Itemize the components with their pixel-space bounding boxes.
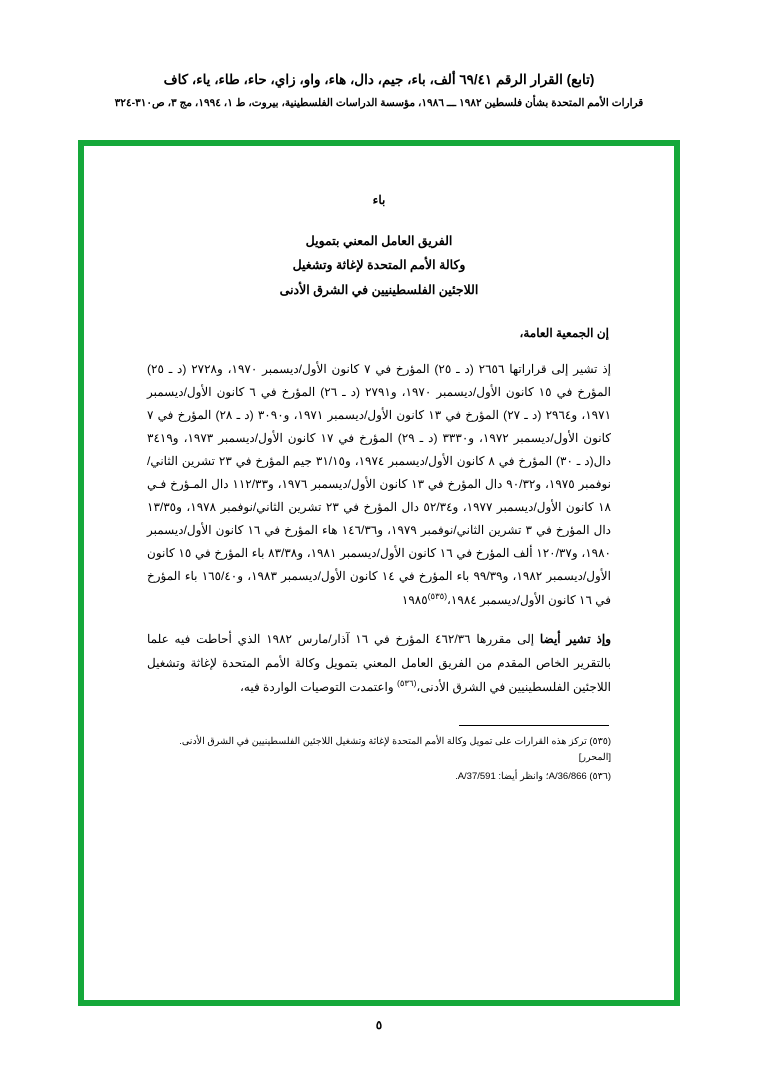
green-border-frame bbox=[78, 140, 680, 1006]
paragraph-2-tail: واعتمدت التوصيات الواردة فيه، bbox=[240, 679, 394, 694]
footnote-535: (٥٣٥) تركز هذه القرارات على تمويل وكالة الأمم المتحدة لإغاثة وتشغيل اللاجئين الفلسطينيين في الشرق الأدنى. [المحرر] bbox=[179, 735, 611, 764]
paragraph-recalling-decision bbox=[147, 628, 611, 698]
paragraph-recalling-resolutions bbox=[147, 358, 611, 612]
document-title-line-1: الفريق العامل المعني بتمويل bbox=[305, 234, 453, 248]
document-title-line-3: اللاجئين الفلسطينيين في الشرق الأدنى bbox=[279, 282, 479, 297]
header-subtitle: قرارات الأمم المتحدة بشأن فلسطين ١٩٨٢ ـــ ١٩٨٦، مؤسسة الدراسات الفلسطينية، بيروت، ط ١، ١٩٩٤، مج ٣، ص٣١٠-٣٢٤ bbox=[114, 97, 644, 110]
paragraph-2-text: إلى مقررها ٤٦٢/٣٦ المؤرخ في ١٦ آذار/مارس ١٩٨٢ الذي أحاطت فيه علما بالتقرير الخاص المقدم من الفريق العامل المعني بتمويل وكالة الأمم المتحدة لإغاثة وتشغيل اللاجئين الفلسطينيين في الشرق الأدنى، bbox=[147, 632, 611, 694]
footnote-ref-535: (٥٣٥) bbox=[427, 591, 448, 602]
footnote-536: (٥٣٦) A/36/866؛ وانظر أيضا: A/37/591. bbox=[455, 770, 611, 782]
header-title: (تابع) القرار الرقم ٦٩/٤١ ألف، باء، جيم، دال، هاء، واو، زاي، حاء، طاء، ياء، كاف bbox=[163, 72, 595, 87]
footnote-divider bbox=[459, 725, 609, 726]
preamble-line: إن الجمعية العامة، bbox=[519, 326, 609, 341]
paragraph-2-lead: وإذ تشير أيضا bbox=[539, 632, 612, 647]
footnotes-block bbox=[147, 734, 611, 786]
paragraph-1-text: إذ تشير إلى قراراتها ٢٦٥٦ (د ـ ٢٥) المؤرخ في ٧ كانون الأول/ديسمبر ١٩٧٠، و٢٧٢٨ (د ـ ٢٥) المؤرخ في ١٥ كانون الأول/ديسمبر ١٩٧٠، و٢٧٩١ (د ـ ٢٦) المؤرخ في ٦ كانون الأول/ديسمبر ١٩٧١، و٢٩٦٤ (د ـ ٢٧) المؤرخ في ١٣ كانون الأول/ديسمبر ١٩٧١، و٣٠٩٠ (د ـ ٢٨) المؤرخ في ٧ كانون الأول/ديسمبر ١٩٧٢، و٣٣٣٠ (د ـ ٢٩) المؤرخ في ١٧ كانون الأول/ديسمبر ١٩٧٣، و٣٤١٩ دال(د ـ ٣٠) المؤرخ في ٨ كانون الأول/ديسمبر ١٩٧٤، و٣١/١٥ جيم المؤرخ في ٢٣ تشرين الثاني/نوفمبر ١٩٧٥، و٩٠/٣٢ دال المؤرخ في ١٣ كانون الأول/ديسمبر ١٩٧٦، و١١٢/٣٣ دال المـؤرخ فـي ١٨ كانون الأول/ديسمبر ١٩٧٧، و٥٢/٣٤ دال المؤرخ في ٢٣ تشرين الثاني/نوفمبر ١٩٧٨، و١٣/٣٥ دال المؤرخ في ٣ تشرين الثاني/نوفمبر ١٩٧٩، و١٤٦/٣٦ هاء المؤرخ في ١٦ كانون الأول/ديسمبر ١٩٨٠، و١٢٠/٣٧ ألف المؤرخ في ١٦ كانون الأول/ديسمبر ١٩٨١، و٨٣/٣٨ باء المؤرخ في ١٥ كانون الأول/ديسمبر ١٩٨٢، و٩٩/٣٩ باء المؤرخ في ١٤ كانون الأول/ديسمبر ١٩٨٣، و١٦٥/٤٠ باء المؤرخ في ١٦ كانون الأول/ديسمبر ١٩٨٤، bbox=[147, 362, 612, 608]
document-title bbox=[147, 229, 611, 302]
page-header bbox=[0, 70, 758, 109]
section-letter: باء bbox=[372, 193, 386, 207]
document-body bbox=[90, 152, 668, 994]
paragraph-1-tail: ١٩٨٥ bbox=[401, 593, 428, 608]
document-title-line-2: وكالة الأمم المتحدة لإغاثة وتشغيل bbox=[292, 258, 466, 273]
footnote-ref-536: (٥٣٦) bbox=[397, 677, 417, 688]
page-number: ٥ bbox=[375, 1018, 383, 1032]
